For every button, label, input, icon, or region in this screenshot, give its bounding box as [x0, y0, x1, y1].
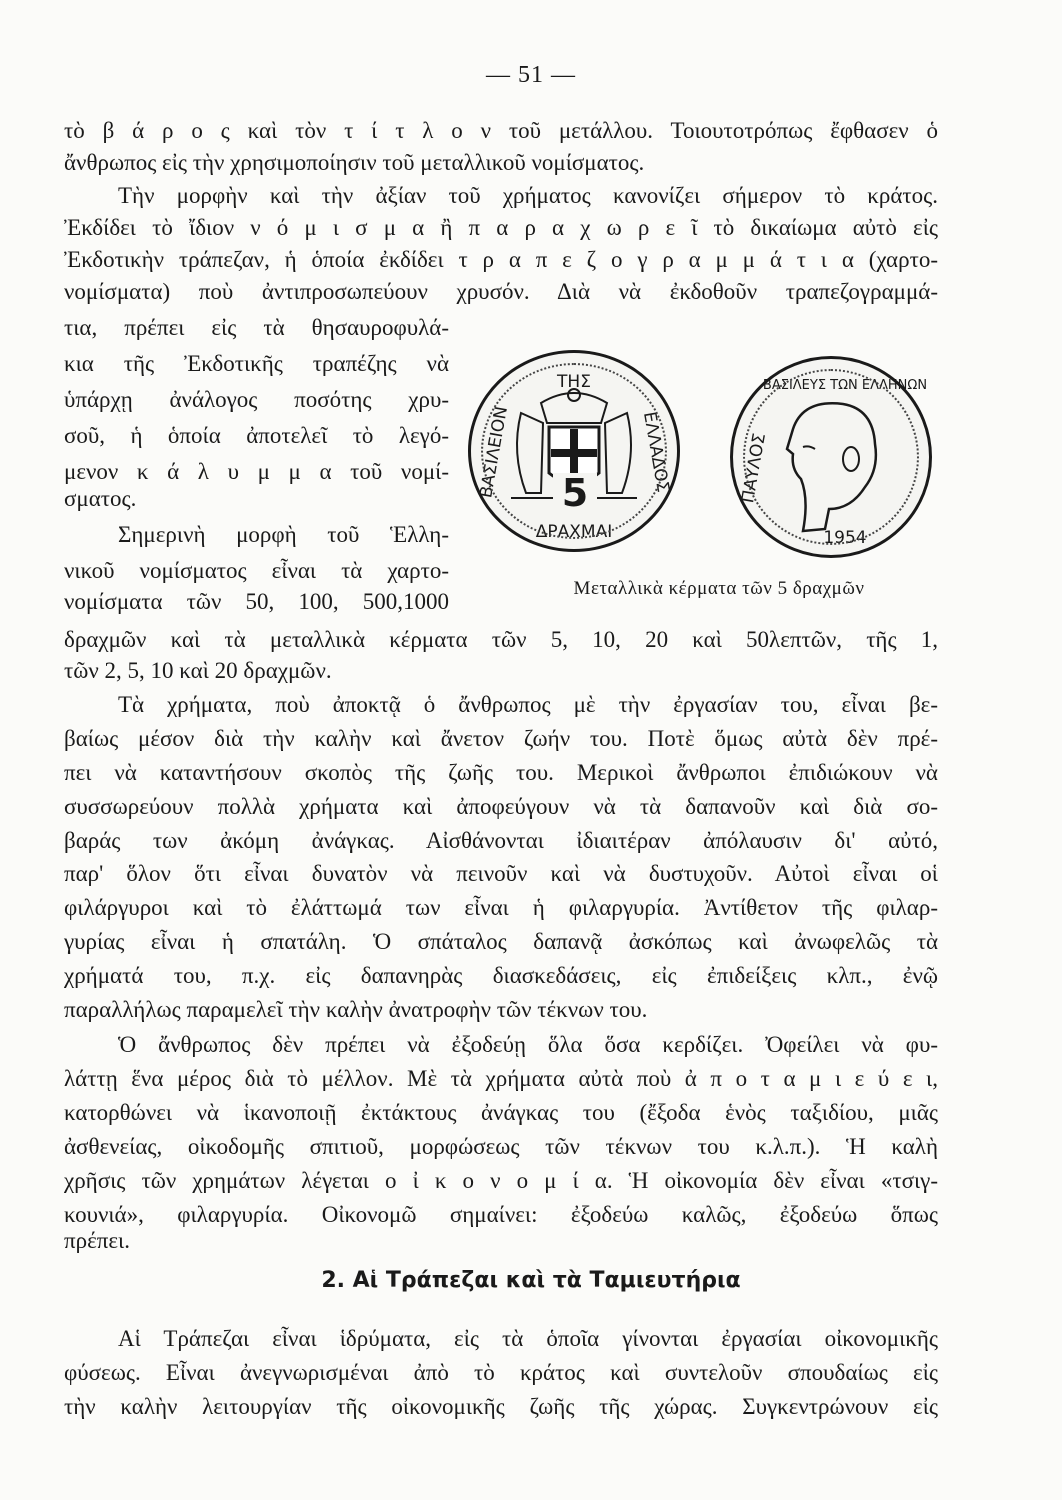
- text-line: ἄνθρωπος εἰς τὴν χρησιμοποίησιν τοῦ μεταλλικοῦ νομίσματος.: [64, 150, 645, 175]
- coin-front: [468, 350, 680, 552]
- text-line: σματος.: [64, 486, 137, 511]
- text-line: πρέπει.: [64, 1228, 130, 1253]
- text-line: βαίως μέσον διὰ τὴν καλὴν καὶ ἄνετον ζωήν του. Ποτὲ ὅμως αὐτὰ δὲν πρέ-: [64, 726, 938, 751]
- page-number: — 51 —: [486, 62, 576, 88]
- text-line: τὸ β ά ρ ο ς καὶ τὸν τ ί τ λ ο ν τοῦ μετάλλου. Τοιουτοτρόπως ἔφθασεν ὁ: [64, 118, 938, 143]
- coin-front-left-text: ΒΑΣΙΛΕΙΟΝ: [476, 404, 512, 500]
- text-line: χρῆσις τῶν χρημάτων λέγεται ο ἰ κ ο ν ο μ ί α. Ἡ οἰκονομία δὲν εἶναι «τσιγ-: [64, 1168, 938, 1193]
- coin-back-year-text: 1954: [823, 528, 867, 548]
- coin-back-left-text: ΠΑΥΛΟΣ: [738, 431, 771, 505]
- text-line: συσσωρεύουν πολλὰ χρήματα καὶ ἀποφεύγουν νὰ τὰ δαπανοῦν καὶ διὰ σο-: [64, 794, 938, 819]
- text-line: γυρίας εἶναι ἡ σπατάλη. Ὁ σπάταλος δαπανᾷ ἀσκόπως καὶ ἀνωφελῶς τὰ: [64, 929, 938, 954]
- text-line: Ὁ ἄνθρωπος δὲν πρέπει νὰ ἐξοδεύῃ ὅλα ὅσα κερδίζει. Ὀφείλει νὰ φυ-: [118, 1032, 938, 1057]
- coin-front-top-text: ΤΗΣ: [557, 372, 591, 392]
- text-line: τῶν 2, 5, 10 καὶ 20 δραχμῶν.: [64, 658, 332, 683]
- text-line: ἀσθενείας, οἰκοδομῆς σπιτιοῦ, μορφώσεως τῶν τέκνων του κ.λ.π.). Ἡ καλὴ: [64, 1134, 938, 1159]
- text-line: τια, πρέπει εἰς τὰ θησαυροφυλά-: [64, 315, 449, 340]
- text-line: χρήματά του, π.χ. εἰς δαπανηρὰς διασκεδάσεις, εἰς ἐπιδείξεις κλπ., ἐνῷ: [64, 963, 938, 988]
- text-line: φύσεως. Εἶναι ἀνεγνωρισμέναι ἀπὸ τὸ κράτος καὶ συντελοῦν σπουδαίως εἰς: [64, 1360, 938, 1385]
- section-heading: 2. Αἱ Τράπεζαι καὶ τὰ Ταμιευτήρια: [321, 1268, 741, 1293]
- text-line: κατορθώνει νὰ ἱκανοποιῇ ἐκτάκτους ἀνάγκας του (ἔξοδα ἑνὸς ταξιδίου, μιᾶς: [64, 1100, 938, 1125]
- text-line: Αἱ Τράπεζαι εἶναι ἱδρύματα, εἰς τὰ ὁποῖα γίνονται ἐργασίαι οἰκονομικῆς: [118, 1326, 938, 1351]
- text-line: σοῦ, ἡ ὁποία ἀποτελεῖ τὸ λεγό-: [64, 423, 449, 448]
- text-line: λάττῃ ἕνα μέρος διὰ τὸ μέλλον. Μὲ τὰ χρήματα αὐτὰ ποὺ ἀ π ο τ α μ ι ε ύ ε ι,: [64, 1066, 938, 1091]
- text-line: Τὰ χρήματα, ποὺ ἀποκτᾷ ὁ ἄνθρωπος μὲ τὴν ἐργασίαν του, εἶναι βε-: [118, 692, 938, 717]
- text-line: νομίσματα) ποὺ ἀντιπροσωπεύουν χρυσόν. Διὰ νὰ ἐκδοθοῦν τραπεζογραμμά-: [64, 279, 938, 304]
- text-line: μενον κ ά λ υ μ μ α τοῦ νομί-: [64, 459, 449, 484]
- coin-front-value: 5: [553, 473, 597, 513]
- coin-front-bottom-text: ΔΡΑΧΜΑΙ: [535, 522, 613, 542]
- text-line: τὴν καλὴν λειτουργίαν τῆς οἰκονομικῆς ζωῆς τῆς χώρας. Συγκεντρώνουν εἰς: [64, 1394, 938, 1419]
- text-line: Ἐκδίδει τὸ ἴδιον ν ό μ ι σ μ α ἢ π α ρ α χ ω ρ ε ῖ τὸ δικαίωμα αὐτὸ εἰς: [64, 215, 938, 240]
- text-line: πει νὰ καταντήσουν σκοπὸς τῆς ζωῆς του. Μερικοὶ ἄνθρωποι ἐπιδιώκουν νὰ: [64, 760, 938, 785]
- coin-back-top-text: ΒΑΣΙΛΕΥΣ ΤΩΝ ΕΛΛΗΝΩΝ: [762, 378, 928, 393]
- text-line: νικοῦ νομίσματος εἶναι τὰ χαρτο-: [64, 558, 449, 583]
- coin-front-right-text: ΕΛΛΑΔΟΣ: [639, 410, 673, 494]
- text-line: Σημερινὴ μορφὴ τοῦ Ἑλλη-: [118, 522, 449, 547]
- text-line: φιλάργυροι καὶ τὸ ἐλάττωμά των εἶναι ἡ φιλαργυρία. Ἀντίθετον τῆς φιλαρ-: [64, 895, 938, 920]
- text-line: παραλλήλως παραμελεῖ τὴν καλὴν ἀνατροφὴν τῶν τέκνων του.: [64, 997, 648, 1022]
- text-line: βαράς των ἀκόμη ἀνάγκας. Αἰσθάνονται ἰδιαιτέραν ἀπόλαυσιν δι' αὐτό,: [64, 828, 938, 853]
- figure-caption: Μεταλλικὰ κέρματα τῶν 5 δραχμῶν: [573, 578, 865, 599]
- text-line: ὑπάρχῃ ἀνάλογος ποσότης χρυ-: [64, 387, 449, 412]
- text-line: κουνιά», φιλαργυρία. Οἰκονομῶ σημαίνει: ἐξοδεύω καλῶς, ἐξοδεύω ὅπως: [64, 1202, 938, 1227]
- text-line: κια τῆς Ἐκδοτικῆς τραπέζης νὰ: [64, 351, 449, 376]
- coin-back: [730, 356, 932, 558]
- text-line: παρ' ὅλον ὅτι εἶναι δυνατὸν νὰ πεινοῦν καὶ νὰ δυστυχοῦν. Αὐτοὶ εἶναι οἱ: [64, 861, 938, 886]
- text-line: Τὴν μορφὴν καὶ τὴν ἀξίαν τοῦ χρήματος κανονίζει σήμερον τὸ κράτος.: [118, 183, 938, 208]
- text-line: Ἐκδοτικὴν τράπεζαν, ἡ ὁποία ἐκδίδει τ ρ α π ε ζ ο γ ρ α μ μ ά τ ι α (χαρτο-: [64, 247, 938, 272]
- text-line: νομίσματα τῶν 50, 100, 500,1000: [64, 589, 449, 614]
- text-line: δραχμῶν καὶ τὰ μεταλλικὰ κέρματα τῶν 5, 10, 20 καὶ 50λεπτῶν, τῆς 1,: [64, 627, 938, 652]
